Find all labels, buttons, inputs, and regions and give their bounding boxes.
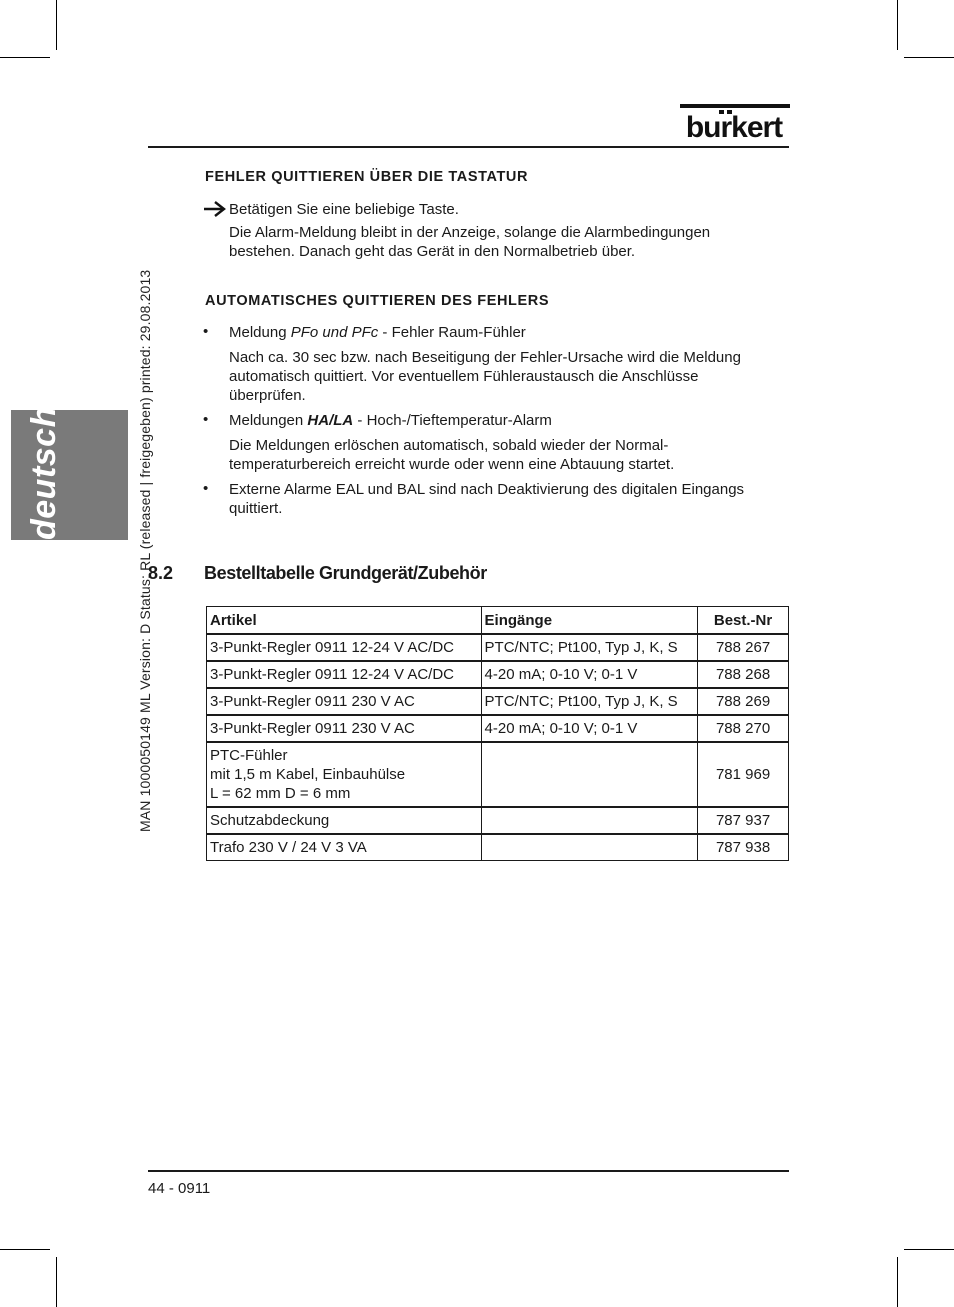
table-row	[207, 834, 789, 861]
table-row	[207, 715, 789, 742]
svg-text:burkert: burkert	[685, 111, 783, 140]
table-cell: PTC/NTC; Pt100, Typ J, K, S	[481, 634, 698, 661]
table-cell: 788 269	[698, 688, 789, 715]
bullet-label: Meldungen	[229, 412, 308, 429]
table-row	[207, 742, 789, 807]
bullet-label: - Fehler Raum-Fühler	[378, 324, 526, 341]
table-cell: Trafo 230 V / 24 V 3 VA	[207, 834, 482, 861]
table-cell: 3-Punkt-Regler 0911 12-24 V AC/DC	[207, 661, 482, 688]
table-row	[207, 661, 789, 688]
bullet-item-pfo	[229, 323, 769, 342]
section-number: 8.2	[148, 563, 174, 583]
crop-mark	[897, 0, 898, 50]
table-cell	[481, 807, 698, 834]
error-code: PFo und PFc	[290, 324, 379, 341]
paragraph: Nach ca. 30 sec bzw. nach Beseitigung der Fehler-Ursache wird die Meldung automatisch quittiert. Vor eventuellem Fühleraustausch die Anschlüsse überprüfen.	[229, 349, 741, 404]
table-cell: 788 267	[698, 634, 789, 661]
cell-line: PTC-Fühler	[210, 747, 288, 764]
paragraph: Die Alarm-Meldung bleibt in der Anzeige, solange die Alarmbedingungen bestehen. Danach geht das Gerät in den Normalbetrieb über.	[229, 224, 711, 260]
crop-mark	[56, 1257, 57, 1307]
table-cell: 788 270	[698, 715, 789, 742]
bullet-item-external: Externe Alarme EAL und BAL sind nach Deaktivierung des digitalen Eingangs quittiert.	[229, 481, 745, 517]
document-meta: MAN 1000050149 ML Version: D Status: RL (released | freigegeben) printed: 29.08.2013	[137, 269, 153, 832]
crop-mark	[56, 0, 57, 50]
table-cell: Schutzabdeckung	[207, 807, 482, 834]
cell-line: mit 1,5 m Kabel, Einbauhülse	[210, 766, 406, 783]
section-title: Bestelltabelle Grundgerät/Zubehör	[204, 563, 487, 583]
error-code: HA/LA	[307, 412, 354, 429]
table-cell: 4-20 mA; 0-10 V; 0-1 V	[481, 715, 698, 742]
table-cell: 3-Punkt-Regler 0911 12-24 V AC/DC	[207, 634, 482, 661]
burkert-logo	[680, 104, 790, 140]
table-cell	[481, 834, 698, 861]
action-text: Betätigen Sie eine beliebige Taste.	[229, 201, 459, 218]
section-heading-auto: AUTOMATISCHES QUITTIEREN DES FEHLERS	[205, 293, 550, 309]
table-row	[207, 634, 789, 661]
table-cell: 3-Punkt-Regler 0911 230 V AC	[207, 688, 482, 715]
table-header-order-no: Best.-Nr	[698, 607, 789, 635]
table-cell: 3-Punkt-Regler 0911 230 V AC	[207, 715, 482, 742]
crop-mark	[0, 57, 50, 58]
bullet-icon: •	[203, 480, 209, 497]
table-header-article: Artikel	[207, 607, 482, 635]
crop-mark	[904, 57, 954, 58]
table-cell	[207, 742, 482, 807]
section-heading-keyboard: FEHLER QUITTIEREN ÜBER DIE TASTATUR	[205, 169, 529, 185]
table-header-inputs: Eingänge	[481, 607, 698, 635]
bullet-label: Meldung	[229, 324, 291, 341]
footer-rule	[148, 1170, 789, 1172]
header-rule	[148, 146, 789, 148]
bullet-icon: •	[203, 323, 209, 340]
arrow-right-icon	[203, 200, 227, 218]
order-table	[206, 606, 789, 861]
page-number: 44 - 0911	[148, 1180, 211, 1197]
table-cell: PTC/NTC; Pt100, Typ J, K, S	[481, 688, 698, 715]
table-cell: 781 969	[698, 742, 789, 807]
table-cell	[481, 742, 698, 807]
bullet-item-hala	[229, 411, 769, 430]
paragraph: Die Meldungen erlöschen automatisch, sobald wieder der Normal-temperaturbereich erreicht wurde oder wenn eine Abtauung startet.	[229, 437, 675, 473]
crop-mark	[0, 1249, 50, 1250]
table-row	[207, 688, 789, 715]
crop-mark	[897, 1257, 898, 1307]
cell-line: L = 62 mm D = 6 mm	[210, 785, 351, 802]
table-cell: 4-20 mA; 0-10 V; 0-1 V	[481, 661, 698, 688]
language-tab-label: deutsch	[25, 406, 63, 540]
crop-mark	[904, 1249, 954, 1250]
table-cell: 787 938	[698, 834, 789, 861]
table-cell: 787 937	[698, 807, 789, 834]
bullet-icon: •	[203, 411, 209, 428]
bullet-label: - Hoch-/Tieftemperatur-Alarm	[353, 412, 552, 429]
table-cell: 788 268	[698, 661, 789, 688]
table-header-row	[207, 607, 789, 635]
table-row	[207, 807, 789, 834]
